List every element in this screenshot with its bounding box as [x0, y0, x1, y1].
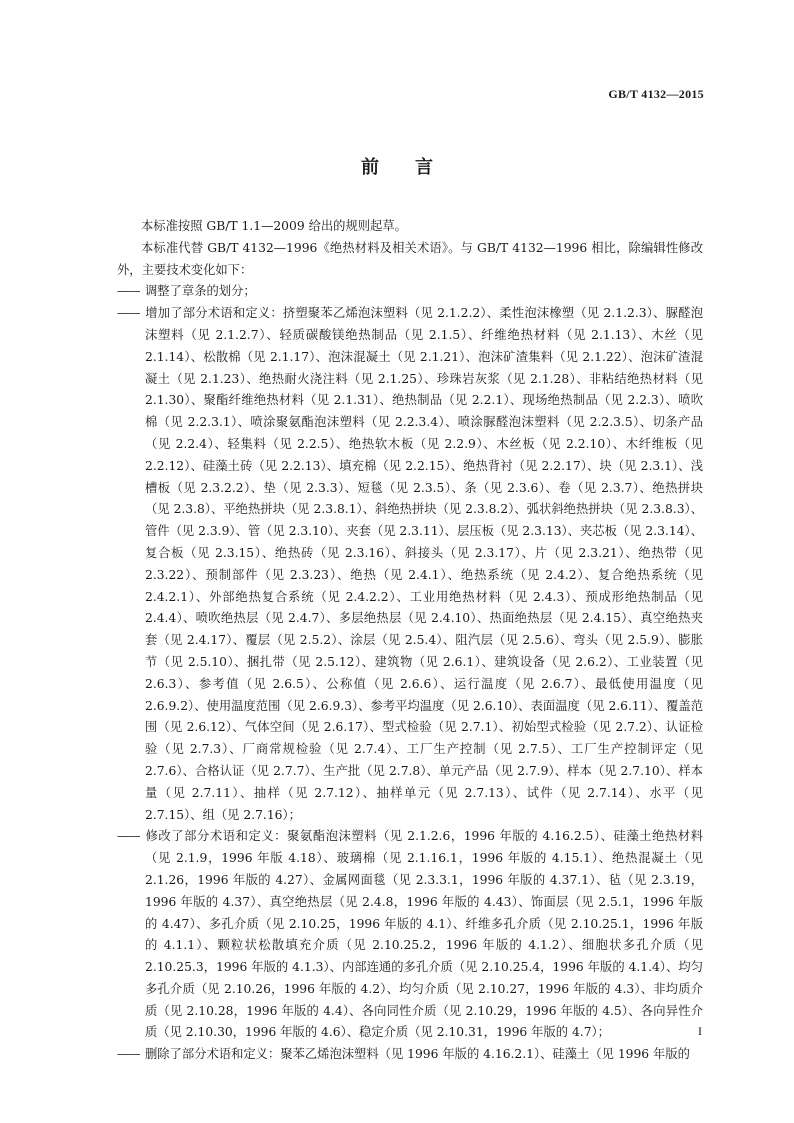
list-item	[117, 1044, 703, 1066]
em-dash-marker: ——	[117, 284, 140, 299]
paragraph-replacement: 本标准代替 GB/T 4132—1996《绝热材料及相关术语》。与 GB/T 4132—1996 相比，除编辑性修改外，主要技术变化如下：	[117, 240, 703, 277]
change-text: 增加了部分术语和定义：挤塑聚苯乙烯泡沫塑料（见 2.1.2.2）、柔性泡沫橡塑（见 2.1.2.3）、脲醛泡沫塑料（见 2.1.2.7）、轻质碳酸镁绝热制品（见 2.1.5）、纤维绝热材料（见 2.1.13）、木丝（见 2.1.14）、松散棉（见 2.1.17）、泡沫混凝土（见 2.1.21）、泡沫矿渣集料（见 2.1.22）、泡沫矿渣混凝土（见 2.1.23）、绝热耐火浇注料（见 2.1.25）、珍珠岩灰浆（见 2.1.28）、非粘结绝热材料（见 2.1.30）、聚酯纤维绝热材料（见 2.1.31）、绝热制品（见 2.2.1）、现场绝热制品（见 2.2.3）、喷吹棉（见 2.2.3.1）、喷涂聚氨酯泡沫塑料（见 2.2.3.4）、喷涂脲醛泡沫塑料（见 2.2.3.5）、切条产品（见 2.2.4）、轻集料（见 2.2.5）、绝热软木板（见 2.2.9）、木丝板（见 2.2.10）、木纤维板（见 2.2.12）、硅藻土砖（见 2.2.13）、填充棉（见 2.2.15）、绝热背衬（见 2.2.17）、块（见 2.3.1）、浅槽板（见 2.3.2.2）、垫（见 2.3.3）、短毯（见 2.3.5）、条（见 2.3.6）、卷（见 2.3.7）、绝热拼块（见 2.3.8）、平绝热拼块（见 2.3.8.1）、斜绝热拼块（见 2.3.8.2）、弧状斜绝热拼块（见 2.3.8.3）、管件（见 2.3.9）、管（见 2.3.10）、夹套（见 2.3.11）、层压板（见 2.3.13）、夹芯板（见 2.3.14）、复合板（见 2.3.15）、绝热砖（见 2.3.16）、斜接头（见 2.3.17）、片（见 2.3.21）、绝热带（见 2.3.22）、预制部件（见 2.3.23）、绝热（见 2.4.1）、绝热系统（见 2.4.2）、复合绝热系统（见 2.4.2.1）、外部绝热复合系统（见 2.4.2.2）、工业用绝热材料（见 2.4.3）、预成形绝热制品（见 2.4.4）、喷吹绝热层（见 2.4.7）、多层绝热层（见 2.4.10）、热面绝热层（见 2.4.15）、真空绝热夹套（见 2.4.17）、覆层（见 2.5.2）、涂层（见 2.5.4）、阻汽层（见 2.5.6）、弯头（见 2.5.9）、膨胀节（见 2.5.10）、捆扎带（见 2.5.12）、建筑物（见 2.6.1）、建筑设备（见 2.6.2）、工业装置（见 2.6.3）、参考值（见 2.6.5）、公称值（见 2.6.6）、运行温度（见 2.6.7）、最低使用温度（见 2.6.9.2）、使用温度范围（见 2.6.9.3）、参考平均温度（见 2.6.10）、表面温度（见 2.6.11）、覆盖范围（见 2.6.12）、气体空间（见 2.6.17）、型式检验（见 2.7.1）、初始型式检验（见 2.7.2）、认证检验（见 2.7.3）、厂商常规检验（见 2.7.4）、工厂生产控制（见 2.7.5）、工厂生产控制评定（见 2.7.6）、合格认证（见 2.7.7）、生产批（见 2.7.8）、单元产品（见 2.7.9）、样本（见 2.7.10）、样本量（见 2.7.11）、抽样（见 2.7.12）、抽样单元（见 2.7.13）、试件（见 2.7.14）、水平（见 2.7.15）、组（见 2.7.16）；	[145, 306, 703, 822]
page-title: 前言	[361, 157, 469, 178]
list-item	[117, 281, 703, 303]
change-text: 修改了部分术语和定义：聚氨酯泡沫塑料（见 2.1.2.6，1996 年版的 4.16.2.5）、硅藻土绝热材料（见 2.1.9，1996 年版 4.18）、玻璃棉（见 2.1.16.1，1996 年版的 4.15.1）、绝热混凝土（见 2.1.26，1996 年版的 4.27）、金属网面毯（见 2.3.3.1，1996 年版的 4.37.1）、毡（见 2.3.19，1996 年版的 4.37）、真空绝热层（见 2.4.8，1996 年版的 4.43）、饰面层（见 2.5.1，1996 年版的 4.47）、多孔介质（见 2.10.25，1996 年版的 4.1）、纤维多孔介质（见 2.10.25.1，1996 年版的 4.1.1）、颗粒状松散填充介质（见 2.10.25.2，1996 年版的 4.1.2）、细胞状多孔介质（见 2.10.25.3，1996 年版的 4.1.3）、内部连通的多孔介质（见 2.10.25.4，1996 年版的 4.1.4）、均匀多孔介质（见 2.10.26，1996 年版的 4.2）、均匀介质（见 2.10.27，1996 年版的 4.3）、非均质介质（见 2.10.28，1996 年版的 4.4）、各向同性介质（见 2.10.29，1996 年版的 4.5）、各向异性介质（见 2.10.30，1996 年版的 4.6）、稳定介质（见 2.10.31，1996 年版的 4.7）；	[145, 829, 703, 1040]
list-item	[117, 303, 703, 826]
standard-number: GB/T 4132—2015	[608, 87, 704, 101]
em-dash-marker: ——	[117, 829, 140, 844]
em-dash-marker: ——	[117, 1047, 140, 1062]
paragraph-drafting-rules: 本标准按照 GB/T 1.1—2009 给出的规则起草。	[141, 219, 407, 233]
list-item	[117, 826, 703, 1044]
page-number: I	[698, 1024, 702, 1038]
foreword-body	[117, 216, 703, 1066]
change-text: 删除了部分术语和定义：聚苯乙烯泡沫塑料（见 1996 年版的 4.16.2.1）、硅藻土（见 1996 年版的	[145, 1047, 690, 1062]
change-text: 调整了章条的划分；	[145, 284, 256, 299]
em-dash-marker: ——	[117, 306, 140, 321]
